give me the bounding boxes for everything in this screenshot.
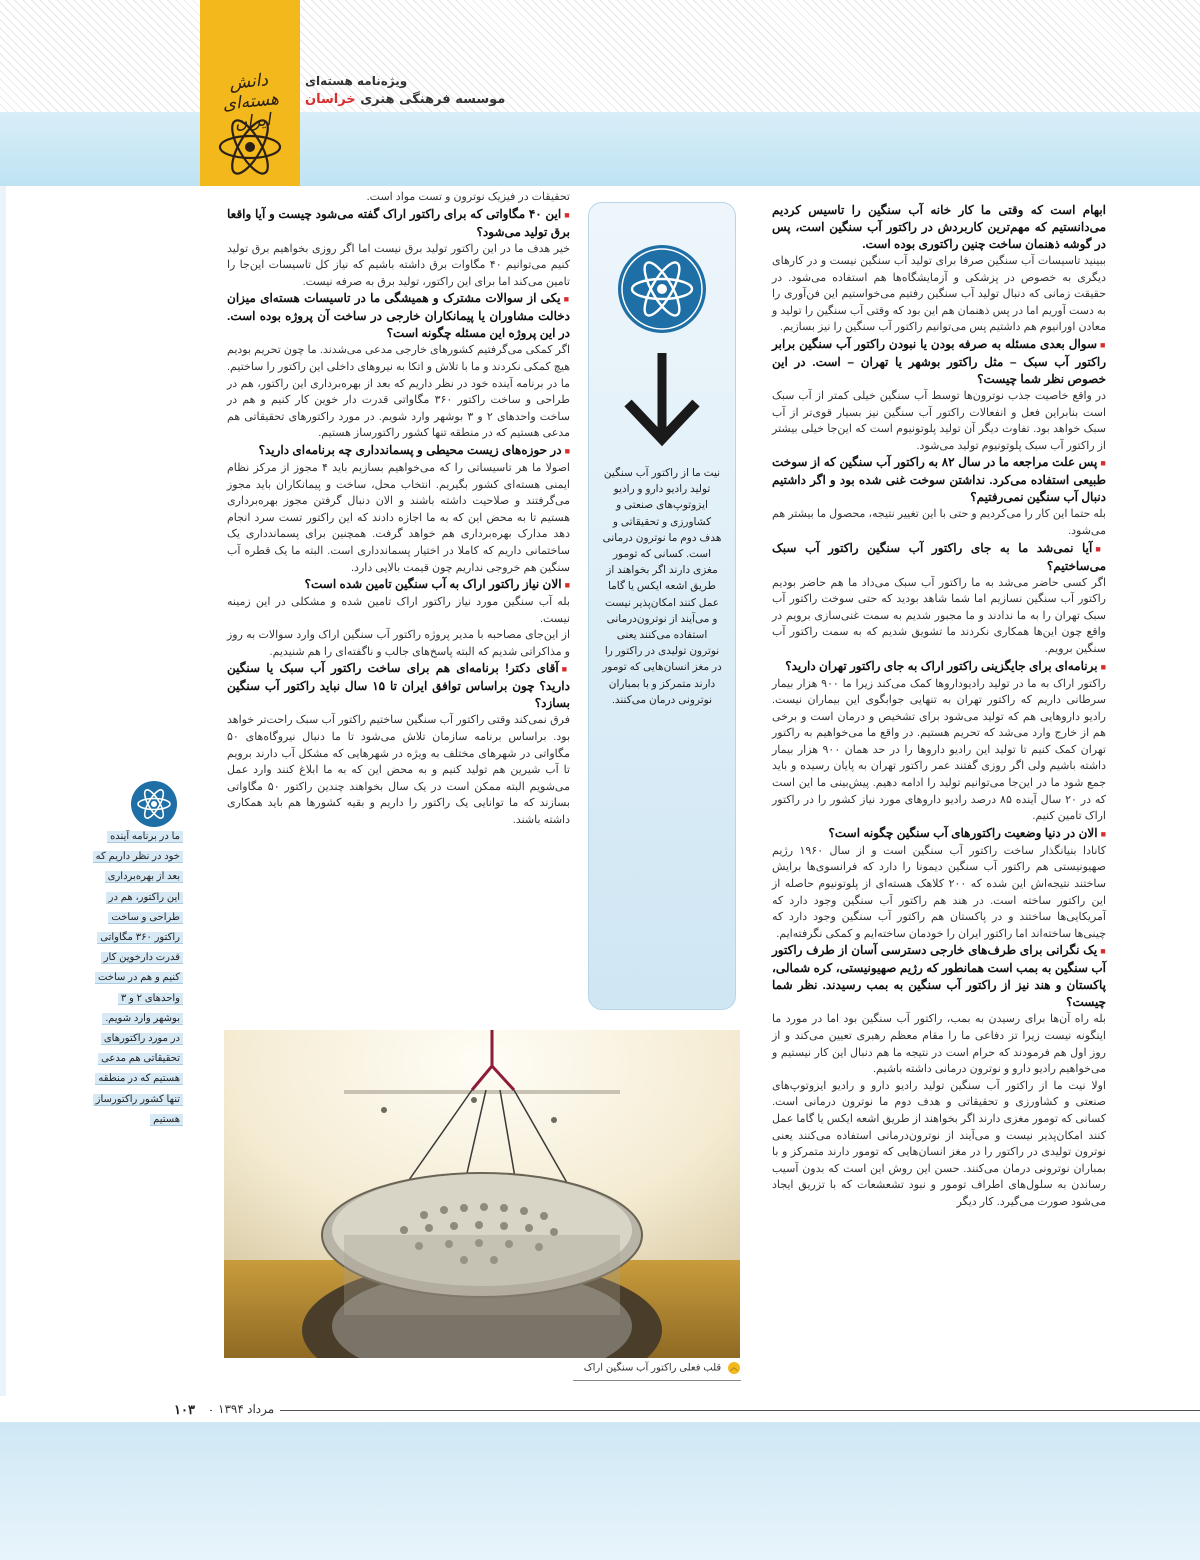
- header-hatch-background: [0, 0, 1200, 112]
- article-paragraph: بله آب سنگین مورد نیاز راکتور اراک تامین شده و مشکلی در این زمینه نیست.: [227, 596, 570, 625]
- atom-badge-icon: [616, 243, 708, 335]
- interview-question: ■ آقای دکتر! برنامه‌ای هم برای ساخت راکتور آب سبک یا سنگین دارید؟ چون براساس توافق ایران تا ۱۵ سال نباید راکتور آب سنگین بسازد؟: [227, 660, 570, 712]
- special-issue-label: ویژه‌نامه هسته‌ای: [305, 74, 408, 88]
- article-paragraph: بله حتما این کار را می‌کردیم و حتی با این تغییر نتیجه، محصول ما بیشتر هم می‌شود.: [772, 508, 1106, 537]
- article-paragraph: در واقع خاصیت جذب نوترون‌ها توسط آب سنگین خیلی کمتر از آب سبک است بنابراین فعل و انفعالات راکتور آب سنگین نیز بسیار قوی‌تر از آب سبک خواهد بود. تفاوت دیگر آن تولید پلوتونیوم است که این‌جا خیلی بیشتر از راکتور آب سبک پلوتونیوم تولید می‌شود.: [772, 389, 1106, 452]
- article-paragraph: فرق نمی‌کند وقتی راکتور آب سنگین ساختیم راکتور آب سبک راحت‌تر خواهد بود. براساس برنامه سازمان تلاش می‌شود تا ما دنبال نیروگاه‌های ۵۰ مگاواتی در شهرهای مختلف به ویژه در شهرهایی که مشکل آب دارند برویم تا آب شیرین هم تولید کنیم و به محض این که به ما ابلاغ کنند وارد عمل می‌شویم البته ممکن است در یک سال بخواهند چندین راکتور ۵۰ مگاواتی بسازند که ما توانایی یک راکتور را داریم و بقیه کشورها هم باید همکاری داشته باشند.: [227, 714, 570, 827]
- interview-question: ■ یکی از سوالات مشترک و همیشگی ما در تاسیسات هسته‌ای میزان دخالت مشاوران یا پیمانکاران خارجی در ساخت آن پروژه بوده است. در این پروژه این مسئله چگونه است؟: [227, 290, 570, 342]
- interview-question: ■ این ۴۰ مگاواتی که برای راکتور اراک گفته می‌شود چیست و آیا واقعا برق تولید می‌شود؟: [227, 206, 570, 241]
- interview-question: ■ برنامه‌ای برای جایگزینی راکتور اراک به جای راکتور تهران دارید؟: [772, 658, 1106, 676]
- interview-question: ■ الان نیاز راکتور اراک به آب سنگین تامین شده است؟: [227, 576, 570, 594]
- caption-chevron-icon: ︿: [730, 1363, 738, 1372]
- article-paragraph: اولا نیت ما از راکتور آب سنگین تولید رادیو دارو و رادیو ایزوتوپ‌های صنعتی و کشاورزی و تحقیقاتی و هدف دوم ما نوترون درمانی است. کسانی که تومور مغزی دارند اگر بخواهند از طریق اشعه ایکس یا گاما عمل کنند امکان‌پذیر نیست و می‌آیند از نوترون‌درمانی استفاده می‌کنند یعنی نوترون تولیدی در راکتور را در مغز انسان‌هایی که تومور دارند متمرکز و با بمباران نوترونی درمان می‌کنند. حسن این روش این است که بدون آسیب رساندن به سلول‌های اطراف تومور و نبود تشعشعات که با تزریق ایجاد می‌شود صورت می‌گیرد. کار دیگر: [772, 1079, 1107, 1208]
- interview-question: ■ آیا نمی‌شد ما به جای راکتور آب سنگین راکتور آب سبک می‌ساختیم؟: [772, 540, 1106, 575]
- publisher-prefix: موسسه فرهنگی هنری: [360, 92, 506, 107]
- article-paragraph: کانادا بنیانگذار ساخت راکتور آب سنگین است و از سال ۱۹۶۰ رژیم صهیونیستی هم راکتور آب سنگین دیمونا را دارد که فرانسوی‌ها برایش ساختند نتیجه‌اش این شده که ۲۰۰ کلاهک هسته‌ای از پلوتونیوم حاصله از این راکتور ساخته است. در هند هم راکتور آب سنگین وجود دارد که آمریکایی‌ها ساختند و در پاکستان هم راکتور آب سنگین وجود دارد که چینی‌ها ساخته‌اند اما راکتور ایران را خودمان ساخته‌ایم و کمکی نگرفته‌ایم.: [772, 844, 1107, 940]
- sidebar-callout: [588, 202, 736, 1010]
- article-paragraph: راکتور اراک به ما در تولید رادیوداروها کمک می‌کند زیرا ما ۹۰۰ هزار بیمار سرطانی داریم که راکتور تهران به تنهایی جوابگوی این بیماران نیست. رادیو داروهایی هم که تولید می‌شود برای تشخیص و درمان است و برخی هم از خارج وارد می‌شد که تحریم هستیم. در واقع ما می‌خواهیم به راکتور تهران کمک کنیم تا تولید این رادیو داروها را در حد همان ۹۰۰ هزار بیمار داشته باشیم ولی اگر روزی گفتند عمر راکتور تهران به پایان رسیده و باید جمع شود ما در این‌جا می‌توانیم تولید را ادامه دهیم. پیش‌بینی ما این است که در ۲۰ سال آینده ۸۵ درصد رادیو داروهای مورد نیاز کشور را در راکتور اراک تامین کنیم.: [772, 677, 1107, 823]
- article-paragraph: تحقیقات در فیزیک نوترون و تست مواد است.: [366, 191, 570, 203]
- interview-question: ■ در حوزه‌های زیست محیطی و پسماندداری چه برنامه‌ای دارید؟: [227, 442, 570, 460]
- magazine-logo: دانش هسته‌ای ایران: [221, 70, 280, 134]
- article-paragraph: اگر کسی حاضر می‌شد به ما راکتور آب سبک می‌داد ما هم حاضر بودیم راکتور آب سنگین نسازیم اما شما شاهد بودید که حتی سوخت راکتور آب سبک تهران را به ما ندادند و ما مجبور شدیم به سمت غنی‌سازی برویم در واقع چون این‌ها همکاری نکردند ما تشویق شدیم که به سمت راکتور آب سنگین برویم.: [772, 576, 1106, 655]
- footer-blue-band: [0, 1422, 1200, 1560]
- margin-pull-quote-text: ما در برنامه آینده خود در نظر داریم که بعد از بهره‌برداری این راکتور، هم در طراحی و ساخت راکتور ۳۶۰ مگاواتی قدرت دارخوین کار کنیم و هم در ساخت واحدهای ۲ و ۳ بوشهر وارد شویم. در مورد راکتورهای تحقیقاتی هم مدعی هستیم که در منطقه تنها کشور راکتورساز هستیم: [93, 831, 183, 1126]
- down-arrow-icon: [622, 353, 702, 448]
- interview-question: ■ سوال بعدی مسئله به صرفه بودن یا نبودن راکتور آب سنگین برابر راکتور آب سبک – مثل راکتور بوشهر یا تهران – است. در این خصوص نظر شما چیست؟: [772, 336, 1106, 388]
- margin-pull-quote: [95, 827, 183, 1130]
- reactor-core-photo: [224, 1030, 740, 1358]
- page-number: ۱۰۳: [170, 1402, 199, 1418]
- publisher-accent: خراسان: [305, 92, 356, 107]
- article-paragraph: اگر کمکی می‌گرفتیم کشورهای خارجی مدعی می‌شدند. ما چون تحریم بودیم هیچ کمکی نکردند و ما با تلاش و اتکا به نیروهای داخلی این راکتور را ساختیم. ما در برنامه آینده خود در نظر داریم که بعد از بهره‌برداری این راکتور، هم در طراحی و ساخت راکتور ۳۶۰ مگاواتی قدرت دار خوین کار کنیم و هم در ساخت واحدهای ۲ و ۳ بوشهر وارد شویم. در مورد راکتورهای تحقیقاتی هم مدعی هستیم که در منطقه تنها کشور راکتورساز هستیم.: [227, 344, 570, 440]
- atom-logo-icon: [212, 116, 288, 178]
- middle-article-column: [227, 189, 570, 829]
- footer-rule: [210, 1410, 1200, 1411]
- caption-underline: [573, 1380, 741, 1381]
- photo-caption: [575, 1362, 740, 1374]
- interview-question: ■ یک نگرانی برای طرف‌های خارجی دسترسی آسان از طرف راکتور آب سنگین به بمب است همانطور که رژیم صهیونیستی، کره شمالی، پاکستان و هند نیز از راکتور آب سنگین به بمب رسیدند. نظر شما چیست؟: [772, 942, 1106, 1011]
- publisher-block: [305, 74, 505, 107]
- publisher-name: [305, 92, 505, 107]
- atom-small-icon: [130, 780, 178, 828]
- right-article-column: [772, 202, 1106, 1211]
- article-paragraph: از این‌جای مصاحبه با مدیر پروژه راکتور آب سنگین اراک وارد سوالات به روز و مذاکراتی شدیم که البته پاسخ‌های جالب و ناگفته‌ای را هم شنیدیم.: [227, 629, 570, 658]
- footer-date: مرداد ۱۳۹۴: [212, 1402, 280, 1416]
- interview-question: ابهام است که وقتی ما کار خانه آب سنگین را تاسیس کردیم می‌دانستیم که مهم‌ترین کاربردش در راکتور آب سنگین است، پس در گوشه ذهنمان ساخت چنین راکتوری بوده است.: [772, 203, 1106, 251]
- left-margin-strip: [0, 186, 6, 1396]
- article-paragraph: بله راه آن‌ها برای رسیدن به بمب، راکتور آب سنگین بود اما در مورد ما اینگونه نیست زیرا تز دفاعی ما را مقام معظم رهبری تعیین می‌کند و از روز اول هم فرمودند که حرام است در نتیجه ما هم دنبال این کار نیستیم و می‌خواهیم رادیو دارو و نوترون درمانی داشته باشیم.: [772, 1013, 1106, 1076]
- photo-caption-text: قلب فعلی راکتور آب سنگین اراک: [583, 1362, 722, 1374]
- header-blue-band: [0, 112, 1200, 186]
- article-paragraph: ببینید تاسیسات آب سنگین صرفا برای تولید آب سنگین نیست و در کارهای دیگری به خصوص در پزشکی و آزمایشگاه‌ها هم استفاده می‌شود. در حقیقت زمانی که دنبال تولید آب سنگین رفتیم می‌خواستیم این فن‌آوری را به دست آوریم اما در پس ذهنمان هم این بود که وقتی آب سنگین را تولید و معادن اورانیوم هم داشتیم پس می‌توانیم راکتور آب سنگین را نیز بسازیم.: [772, 255, 1106, 334]
- interview-question: ■ الان در دنیا وضعیت راکتورهای آب سنگین چگونه است؟: [772, 825, 1106, 843]
- article-paragraph: اصولا ما هر تاسیساتی را که می‌خواهیم بسازیم باید ۴ مجوز از مرکز نظام ایمنی هسته‌ای کشور بگیریم. انتخاب محل، ساخت و پیمانکاران باید مجوز می‌گرفتند و صلاحیت داشته باشند و الان دنبال گرفتن مجوز بهره‌برداری هستیم تا به محض این که به ما اجازه دادند که این راکتور تست سرد انجام دهد مدارک بهره‌برداری هم خواهد گرفت. همچنین برای پسماندداری یک ساختمانی داریم که کاملا در اختیار پسماندداری است. البته ما یک قطره آب سنگین هم خروجی نداریم چون قیمت بالایی دارد.: [227, 461, 570, 574]
- article-paragraph: خیر هدف ما در این راکتور تولید برق نیست اما اگر روزی بخواهیم برق تولید کنیم می‌توانیم ۴۰ مگاوات برق داشته باشیم که نیاز کل تاسیسات این‌جا را تامین می‌کند اما برای این راکتور، تولید برق به صرفه نیست.: [227, 242, 571, 288]
- interview-question: ■ پس علت مراجعه ما در سال ۸۲ به راکتور آب سنگین که از سوخت طبیعی استفاده می‌کرد. نداشتن سوخت غنی شده بود و اگر داشتیم دنبال آب سنگین نمی‌رفتیم؟: [772, 454, 1106, 506]
- sidebar-quote-text: نیت ما از راکتور آب سنگین تولید رادیو دارو و رادیو ایزوتوپ‌های صنعتی و کشاورزی و تحقیقاتی و هدف دوم ما نوترون درمانی است. کسانی که تومور مغزی دارند اگر بخواهند از طریق اشعه ایکس یا گاما عمل کنند امکان‌پذیر نیست و می‌آیند از نوترون‌درمانی استفاده می‌کنند یعنی نوترون تولیدی در راکتور را در مغز انسان‌هایی که تومور دارند متمرکز و با بمباران نوترونی درمان می‌کنند.: [602, 467, 722, 706]
